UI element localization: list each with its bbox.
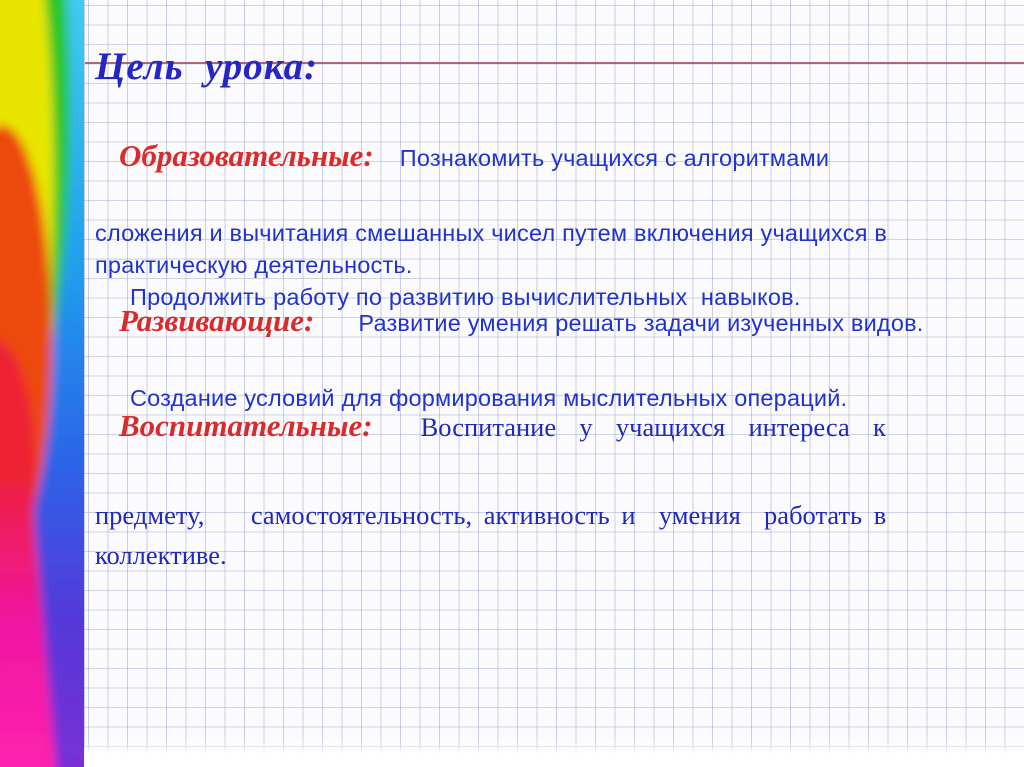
section-text-line: предмету, самостоятельность, активность и умения работать в [95, 500, 887, 530]
section-intro: Воспитание у учащихся интереса к [420, 412, 886, 442]
slide-title: Цель урока: [95, 45, 319, 88]
section-heading: Развивающие: [119, 303, 315, 338]
section-text-line: коллективе. [95, 540, 227, 570]
rainbow-strip [0, 0, 84, 767]
section-text-line-indented: Создание условий для формирования мыслительных операций. [130, 385, 848, 411]
section-text-line: практическую деятельность. [95, 252, 413, 278]
section-intro: Познакомить учащихся с алгоритмами [399, 145, 830, 171]
rainbow-gradient-art [0, 0, 84, 767]
section-heading-line [95, 364, 1004, 495]
section-heading-line [95, 101, 1004, 217]
section-heading: Образовательные: [119, 138, 374, 173]
section-text-line-indented: Продолжить работу по развитию вычислительных навыков. [130, 284, 801, 310]
section-upbringing [95, 364, 1004, 575]
section-heading: Воспитательные: [119, 408, 373, 443]
section-intro: Развитие умения решать задачи изученных видов. [358, 310, 924, 336]
section-text-line: сложения и вычитания смешанных чисел путем включения учащихся в [95, 220, 888, 246]
